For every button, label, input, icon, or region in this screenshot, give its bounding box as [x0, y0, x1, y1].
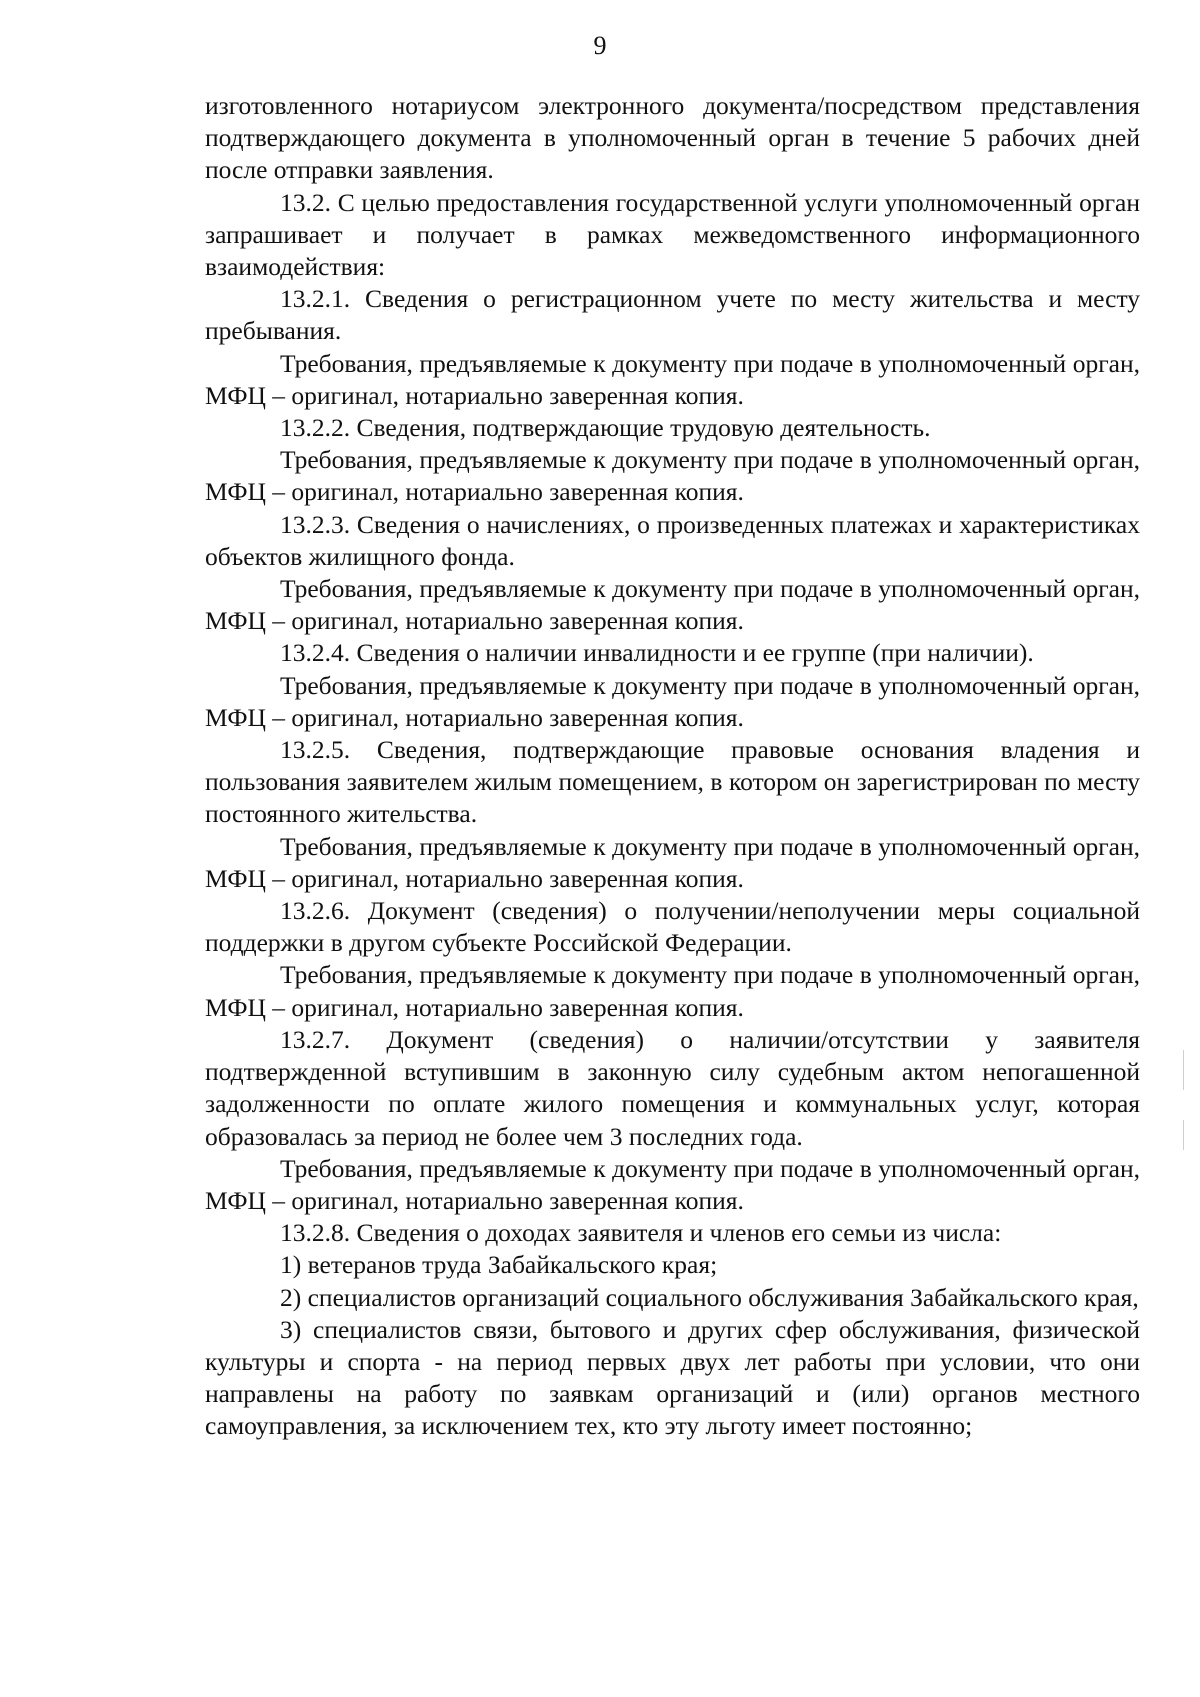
paragraph-continuation: изготовленного нотариусом электронного документа/посредством представления подтверждающего документа в уполномоченный орган в течение 5 рабочих дней после отправки заявления.	[205, 91, 1140, 185]
paragraph-requirements: Требования, предъявляемые к документу при подаче в уполномоченный орган, МФЦ – оригинал, нотариально заверенная копия.	[205, 574, 1140, 636]
paragraph-requirements: Требования, предъявляемые к документу при подаче в уполномоченный орган, МФЦ – оригинал, нотариально заверенная копия.	[205, 670, 1140, 732]
paragraph-13-2-2: 13.2.2. Сведения, подтверждающие трудовую деятельность.	[280, 413, 931, 443]
scan-artifact	[1183, 1050, 1184, 1090]
paragraph-requirements: Требования, предъявляемые к документу при подаче в уполномоченный орган, МФЦ – оригинал, нотариально заверенная копия.	[205, 1153, 1140, 1215]
paragraph-requirements: Требования, предъявляемые к документу при подаче в уполномоченный орган, МФЦ – оригинал, нотариально заверенная копия.	[205, 348, 1140, 410]
paragraph-requirements: Требования, предъявляемые к документу при подаче в уполномоченный орган, МФЦ – оригинал, нотариально заверенная копия.	[205, 960, 1140, 1022]
paragraph-13-2-5: 13.2.5. Сведения, подтверждающие правовые основания владения и пользования заявителем жилым помещением, в котором он зарегистрирован по месту постоянного жительства.	[205, 735, 1140, 829]
paragraph-requirements: Требования, предъявляемые к документу при подаче в уполномоченный орган, МФЦ – оригинал, нотариально заверенная копия.	[205, 445, 1140, 507]
list-item-3: 3) специалистов связи, бытового и других сфер обслуживания, физической культуры и спорта - на период первых двух лет работы при условии, что они направлены на работу по заявкам организаций и (или) органов местного самоуправления, за исключением тех, кто эту льготу имеет постоянно;	[205, 1314, 1140, 1441]
document-body	[205, 90, 1140, 1443]
paragraph-13-2-3: 13.2.3. Сведения о начислениях, о произведенных платежах и характеристиках объектов жилищного фонда.	[205, 509, 1140, 571]
page-number: 9	[593, 31, 607, 60]
paragraph-13-2-1: 13.2.1. Сведения о регистрационном учете по месту жительства и месту пребывания.	[205, 284, 1140, 346]
paragraph-13-2-8: 13.2.8. Сведения о доходах заявителя и членов его семьи из числа:	[280, 1218, 1002, 1248]
paragraph-requirements: Требования, предъявляемые к документу при подаче в уполномоченный орган, МФЦ – оригинал, нотариально заверенная копия.	[205, 831, 1140, 893]
paragraph-13-2-7: 13.2.7. Документ (сведения) о наличии/отсутствии у заявителя подтвержденной вступившим в законную силу судебным актом непогашенной задолженности по оплате жилого помещения и коммунальных услуг, которая образовалась за период не более чем 3 последних года.	[205, 1024, 1140, 1151]
scan-artifact	[1183, 1120, 1184, 1150]
list-item-2: 2) специалистов организаций социального обслуживания Забайкальского края,	[280, 1282, 1139, 1312]
paragraph-13-2: 13.2. С целью предоставления государственной услуги уполномоченный орган запрашивает и получает в рамках межведомственного информационного взаимодействия:	[205, 187, 1140, 282]
paragraph-13-2-4: 13.2.4. Сведения о наличии инвалидности и ее группе (при наличии).	[280, 638, 1034, 668]
list-item-1: 1) ветеранов труда Забайкальского края;	[280, 1250, 718, 1280]
paragraph-13-2-6: 13.2.6. Документ (сведения) о получении/неполучении меры социальной поддержки в другом субъекте Российской Федерации.	[205, 896, 1140, 958]
